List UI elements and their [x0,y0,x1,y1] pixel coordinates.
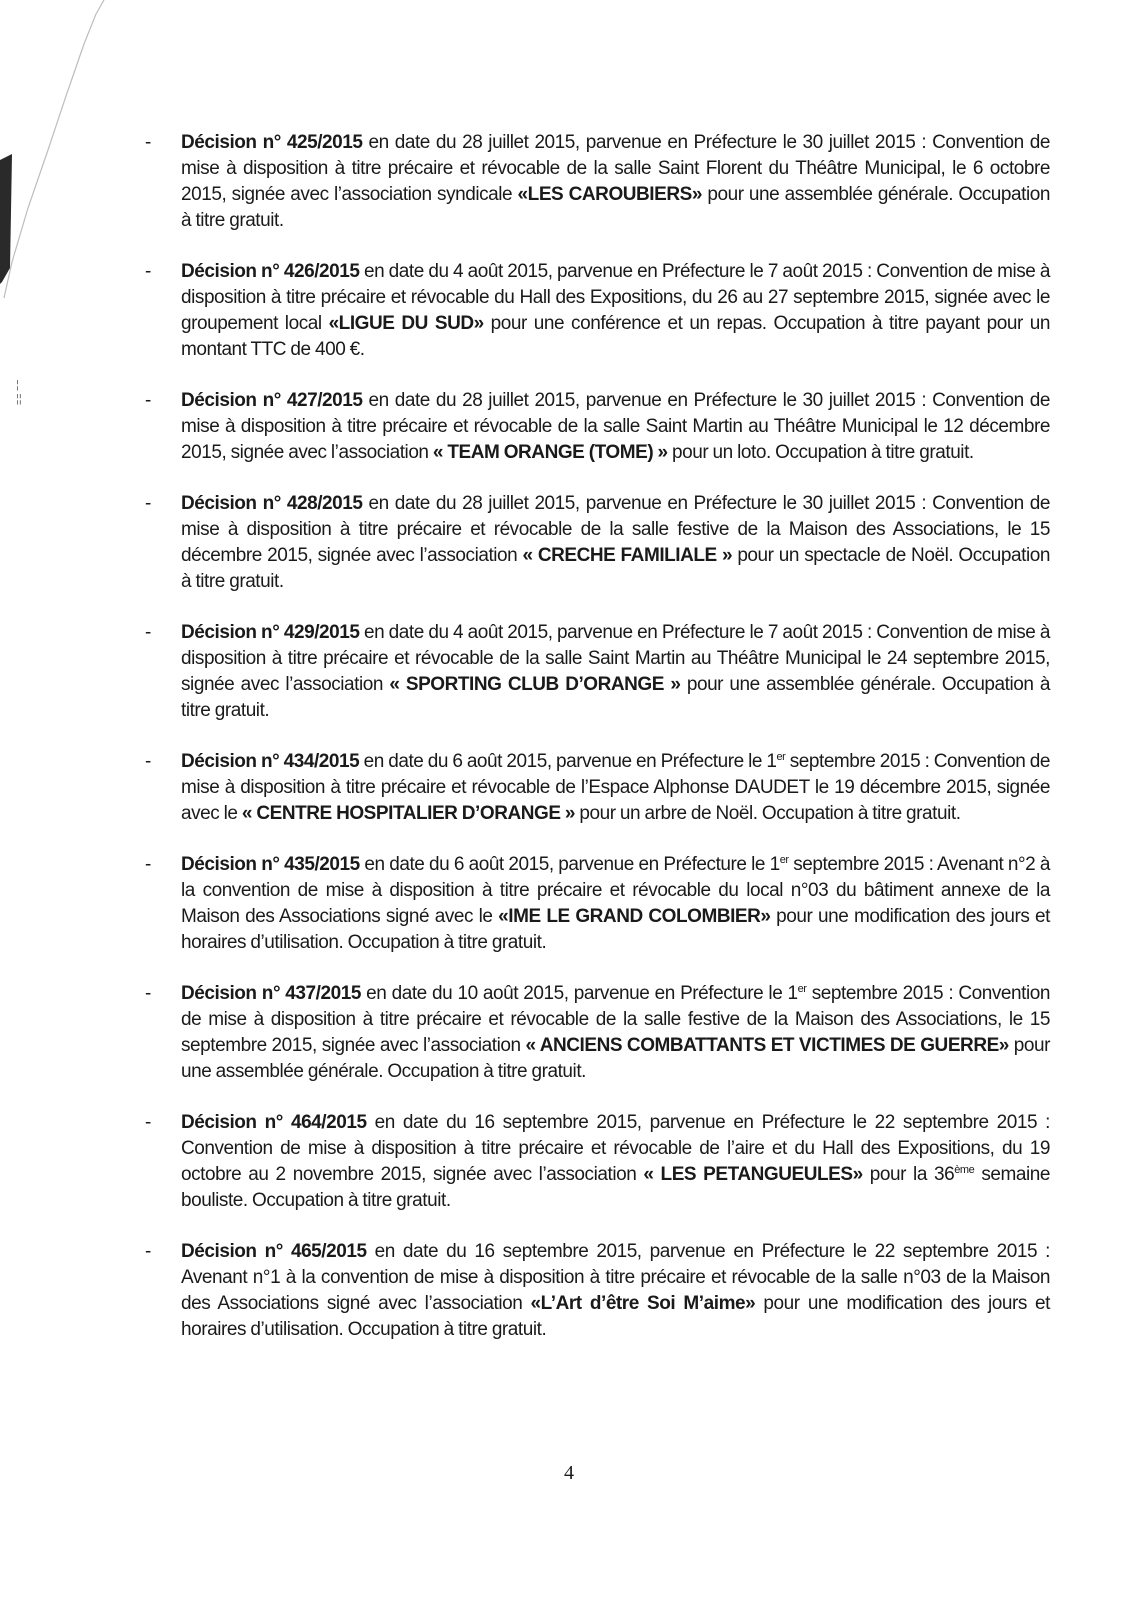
decision-text-segment: en date du 6 août 2015, parvenue en Préfecture le 1 [359,751,777,772]
decision-item [0,491,1138,595]
decision-item [0,620,1138,724]
list-bullet-dash: - [145,983,152,1004]
decision-text-segment: pour une modification des jours et horaires d’utilisation. Occupation à titre gratuit. [181,906,1050,953]
decision-text-segment: en date du 16 septembre 2015, parvenue en Préfecture le 22 septembre 2015 : Avenant n°1 à la convention de mise à disposition à titre précaire et révocable de la salle n°03 de la Maison des Associations signé avec l’association [181,1241,1050,1314]
decision-text-segment: en date du 28 juillet 2015, parvenue en Préfecture le 30 juillet 2015 : Convention de mise à disposition à titre précaire et révocable de la salle festive de la Maison des Associations, le 15 décembre 2015, signée avec l’association [181,493,1050,566]
decision-text [181,130,1050,234]
decision-text-segment: en date du 28 juillet 2015, parvenue en Préfecture le 30 juillet 2015 : Convention de mise à disposition à titre précaire et révocable de la salle Saint Martin au Théâtre Municipal le 12 décembre 2015, signée avec l’association [181,390,1050,463]
decision-text [181,1239,1050,1343]
decision-text-segment: pour un arbre de Noël. Occupation à titre gratuit. [575,803,961,824]
ordinal-superscript: er [776,751,786,763]
decision-text-segment: pour une assemblée générale. Occupation à titre gratuit. [181,184,1050,231]
decision-text-segment: en date du 16 septembre 2015, parvenue en Préfecture le 22 septembre 2015 : Convention de mise à disposition à titre précaire et révocable de l’aire et du Hall des Expositions, du 19 octobre au 2 novembre 2015, signée avec l’association [181,1112,1050,1185]
decision-text-segment: en date du 6 août 2015, parvenue en Préfecture le 1 [359,854,780,875]
decision-text-segment: septembre 2015 : Convention de mise à disposition à titre précaire et révocable de l’Espace Alphonse DAUDET le 19 décembre 2015, signée avec le [181,751,1050,824]
decision-emphasis: «LIGUE DU SUD» [328,313,484,334]
decision-item [0,259,1138,363]
decision-text [181,388,1050,466]
decision-emphasis: Décision n° 426/2015 [181,261,360,282]
ordinal-superscript: er [797,983,807,995]
decision-item [0,1239,1138,1343]
decision-text-segment: en date du 4 août 2015, parvenue en Préfecture le 7 août 2015 : Convention de mise à disposition à titre précaire et révocable du Hall des Expositions, du 26 au 27 septembre 2015, signée avec le groupement local [181,261,1051,334]
list-bullet-dash: - [145,261,152,282]
list-bullet-dash: - [145,1112,152,1133]
decision-text-segment: pour la 36 [862,1164,955,1185]
decision-emphasis: Décision n° 464/2015 [181,1112,367,1133]
list-bullet-dash: - [145,132,152,153]
decision-emphasis: « ANCIENS COMBATTANTS ET VICTIMES DE GUERRE» [525,1035,1009,1056]
decision-emphasis: « CRECHE FAMILIALE » [522,545,733,566]
decision-text-segment: pour une conférence et un repas. Occupation à titre payant pour un montant TTC de 400 €. [181,313,1050,360]
decision-text [181,620,1050,724]
decision-list [0,130,1138,1368]
list-bullet-dash: - [145,751,152,772]
decision-emphasis: «LES CAROUBIERS» [517,184,702,205]
decision-emphasis: Décision n° 435/2015 [181,854,360,875]
decision-emphasis: Décision n° 437/2015 [181,983,361,1004]
decision-text [181,491,1050,595]
decision-item [0,388,1138,466]
decision-emphasis: « CENTRE HOSPITALIER D’ORANGE » [241,803,576,824]
decision-emphasis: Décision n° 429/2015 [181,622,360,643]
decision-text-segment: semaine bouliste. Occupation à titre gratuit. [181,1164,1050,1211]
decision-text-segment: pour une assemblée générale. Occupation à titre gratuit. [181,674,1050,721]
ordinal-superscript: ème [954,1164,975,1176]
ordinal-superscript: er [779,854,789,866]
decision-emphasis: Décision n° 425/2015 [181,132,363,153]
decision-item [0,1110,1138,1214]
binding-marks: ¦ ¦¦ [16,379,22,405]
page-number: 4 [564,1462,574,1484]
decision-text-segment: pour un spectacle de Noël. Occupation à titre gratuit. [181,545,1050,592]
decision-text-segment: en date du 28 juillet 2015, parvenue en Préfecture le 30 juillet 2015 : Convention de mise à disposition à titre précaire et révocable de la salle Saint Florent du Théâtre Municipal, le 6 octobre 2015, signée avec l’association syndicale [181,132,1050,205]
list-bullet-dash: - [145,622,152,643]
decision-emphasis: Décision n° 427/2015 [181,390,363,411]
list-bullet-dash: - [145,1241,152,1262]
decision-text [181,1110,1050,1214]
decision-emphasis: Décision n° 465/2015 [181,1241,367,1262]
decision-emphasis: Décision n° 428/2015 [181,493,363,514]
decision-emphasis: «L’Art d’être Soi M’aime» [530,1293,756,1314]
decision-item [0,852,1138,956]
decision-text-segment: septembre 2015 : Avenant n°2 à la convention de mise à disposition à titre précaire et révocable du local n°03 du bâtiment annexe de la Maison des Associations signé avec le [181,854,1050,927]
decision-text [181,749,1050,827]
decision-text-segment: pour un loto. Occupation à titre gratuit. [667,442,974,463]
decision-text-segment: en date du 10 août 2015, parvenue en Préfecture le 1 [360,983,798,1004]
decision-emphasis: Décision n° 434/2015 [181,751,360,772]
decision-item [0,749,1138,827]
list-bullet-dash: - [145,390,152,411]
decision-text-segment: septembre 2015 : Convention de mise à disposition à titre précaire et révocable de la salle festive de la Maison des Associations, le 15 septembre 2015, signée avec l’association [181,983,1051,1056]
decision-text-segment: pour une modification des jours et horaires d’utilisation. Occupation à titre gratuit. [181,1293,1050,1340]
decision-text [181,852,1050,956]
decision-text [181,259,1050,363]
decision-text [181,981,1050,1085]
decision-text-segment: pour une assemblée générale. Occupation à titre gratuit. [181,1035,1051,1082]
decision-emphasis: « LES PETANGUEULES» [643,1164,863,1185]
decision-emphasis: « TEAM ORANGE (TOME) » [432,442,668,463]
decision-emphasis: «IME LE GRAND COLOMBIER» [498,906,771,927]
decision-emphasis: « SPORTING CLUB D’ORANGE » [389,674,681,695]
decision-item [0,130,1138,234]
list-bullet-dash: - [145,854,152,875]
decision-item [0,981,1138,1085]
decision-text-segment: en date du 4 août 2015, parvenue en Préfecture le 7 août 2015 : Convention de mise à disposition à titre précaire et révocable de la salle Saint Martin au Théâtre Municipal le 24 septembre 2015, signée avec l’association [181,622,1051,695]
list-bullet-dash: - [145,493,152,514]
